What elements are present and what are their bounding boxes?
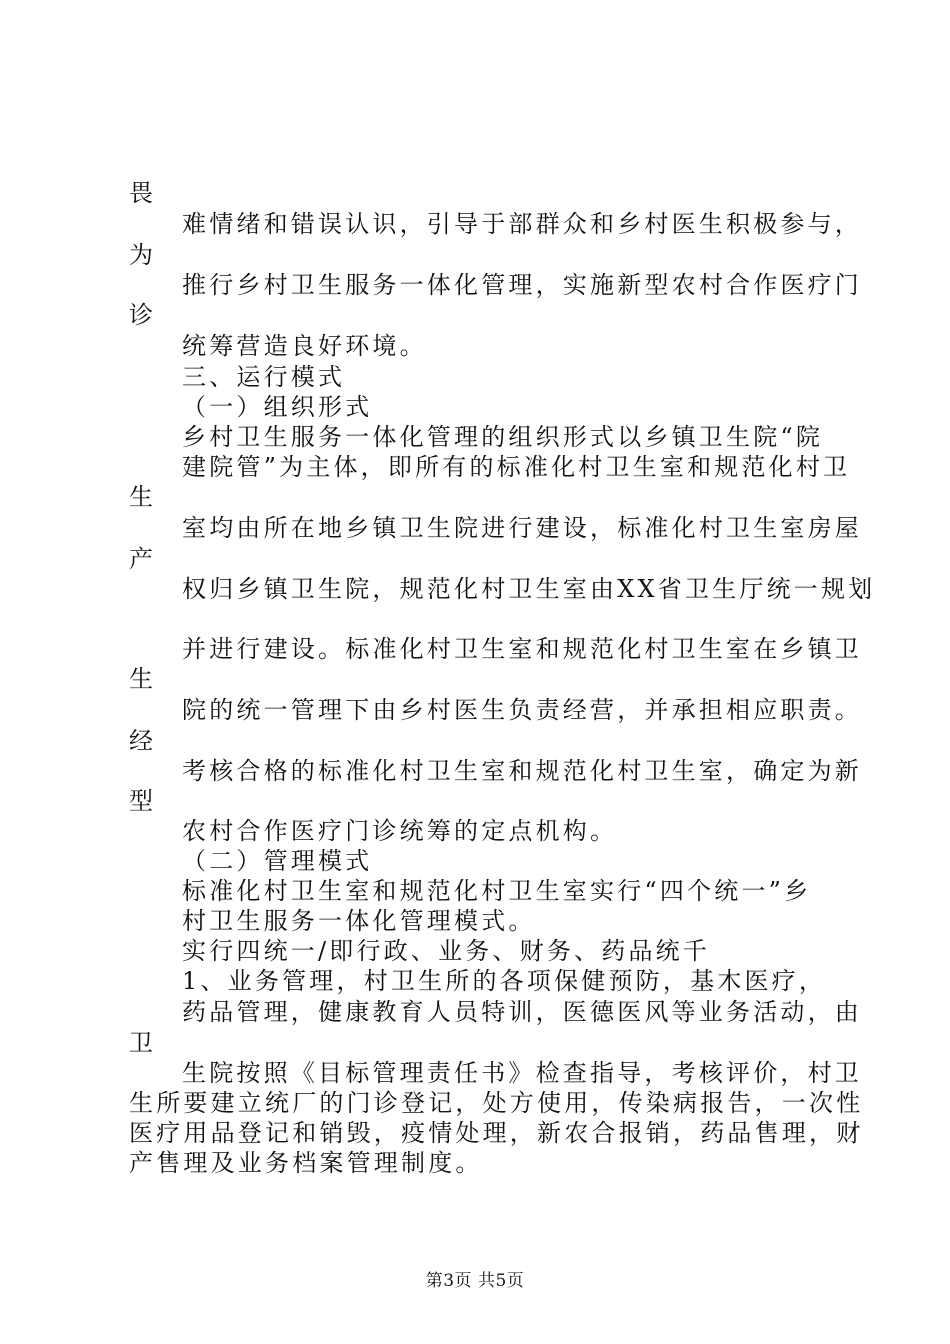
- text-line: 院的统一管理下由乡村医生负责经营，并承担相应职责。: [182, 696, 862, 724]
- text-line: 统筹营造良好环境。: [182, 332, 427, 360]
- text-line: 药品管理，健康教育人员特训，医德医风等业务活动，由: [182, 998, 862, 1026]
- text-line: 推行乡村卫生服务一体化管理，实施新型农村合作医疗门: [182, 271, 862, 299]
- text-line: 生院按照《目标管理责任书》检查指导，考核评价，村卫: [182, 1059, 862, 1087]
- text-line: 实行四统一/即行政、业务、财务、药品统千: [182, 937, 711, 965]
- text-line: 室均由所在地乡镇卫生院进行建设，标准化村卫生室房屋: [182, 514, 862, 542]
- text-line: 产售理及业务档案管理制度。: [129, 1149, 483, 1177]
- text-line: 医疗用品登记和销毁，疫情处理，新农合报销，药品售理，财: [129, 1119, 864, 1147]
- margin-char: 生: [129, 665, 153, 693]
- section-heading: 三、运行模式: [182, 363, 346, 391]
- text-line: 村卫生服务一体化管理模式。: [182, 907, 536, 935]
- margin-char: 型: [129, 787, 153, 815]
- text-line: 权归乡镇卫生院，规范化村卫生室由XX省卫生厅统一规划: [182, 575, 876, 603]
- margin-char: 诊: [129, 301, 153, 329]
- text-line: 考核合格的标准化村卫生室和规范化村卫生室，确定为新: [182, 757, 862, 785]
- text-line: 1、业务管理，村卫生所的各项保健预防，基木医疗，: [182, 967, 827, 995]
- text-line: 生所要建立统厂的门诊登记，处方使用，传染病报告，一次性: [129, 1089, 864, 1117]
- subsection-heading: （一）组织形式: [182, 393, 373, 421]
- text-line: 建院管”为主体，即所有的标准化村卫生室和规范化村卫: [182, 453, 851, 481]
- page-number: 第3页 共5页: [425, 1271, 525, 1291]
- text-line: 难情绪和错误认识，引导于部群众和乡村医生积极参与，: [182, 210, 862, 238]
- text-line: 标准化村卫生室和规范化村卫生室实行“四个统一”乡: [182, 877, 812, 905]
- subsection-heading: （二）管理模式: [182, 847, 373, 875]
- margin-char: 经: [129, 727, 153, 755]
- text-line: 并进行建设。标准化村卫生室和规范化村卫生室在乡镇卫: [182, 635, 862, 663]
- margin-char: 为: [129, 241, 153, 269]
- margin-char: 产: [129, 545, 153, 573]
- margin-char: 畏: [129, 179, 153, 207]
- text-line: 乡村卫生服务一体化管理的组织形式以乡镇卫生院“院: [182, 423, 824, 451]
- text-line: 农村合作医疗门诊统筹的定点机构。: [182, 817, 618, 845]
- margin-char: 卫: [129, 1029, 153, 1057]
- margin-char: 生: [129, 483, 153, 511]
